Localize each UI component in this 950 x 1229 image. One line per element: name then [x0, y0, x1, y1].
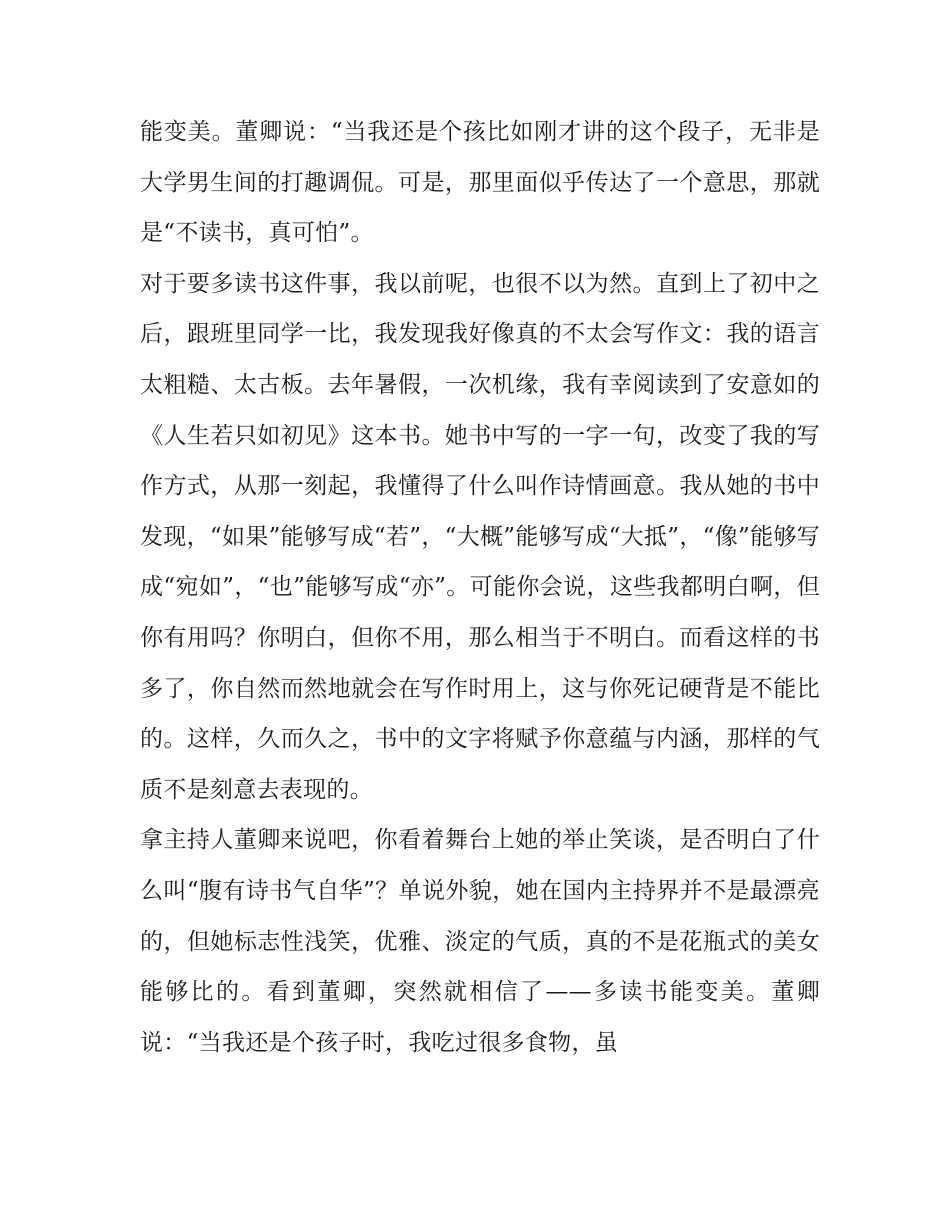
paragraph-3: 拿主持人董卿来说吧，你看着舞台上她的举止笑谈，是否明白了什么叫“腹有诗书气自华”？单说外貌，她在国内主持界并不是最漂亮的，但她标志性浅笑，优雅、淡定的气质，真的不是花瓶式的美女能够比的。看到董卿，突然就相信了——多读书能变美。董卿说：“当我还是个孩子时，我吃过很多食物，虽: [140, 827, 820, 1056]
paragraph-1: 能变美。董卿说：“当我还是个孩比如刚才讲的这个段子，无非是大学男生间的打趣调侃。可是，那里面似乎传达了一个意思，那就是“不读书，真可怕”。: [140, 119, 820, 247]
document-body: [140, 107, 820, 1068]
paragraph-2: 对于要多读书这件事，我以前呢，也很不以为然。直到上了初中之后，跟班里同学一比，我发现我好像真的不太会写作文：我的语言太粗糙、太古板。去年暑假，一次机缘，我有幸阅读到了安意如的《人生若只如初见》这本书。她书中写的一字一句，改变了我的写作方式，从那一刻起，我懂得了什么叫作诗情画意。我从她的书中发现，“如果”能够写成“若”，“大概”能够写成“大抵”，“像”能够写成“宛如”，“也”能够写成“亦”。可能你会说，这些我都明白啊，但你有用吗？你明白，但你不用，那么相当于不明白。而看这样的书多了，你自然而然地就会在写作时用上，这与你死记硬背是不能比的。这样，久而久之，书中的文字将赋予你意蕴与内涵，那样的气质不是刻意去表现的。: [140, 270, 820, 803]
